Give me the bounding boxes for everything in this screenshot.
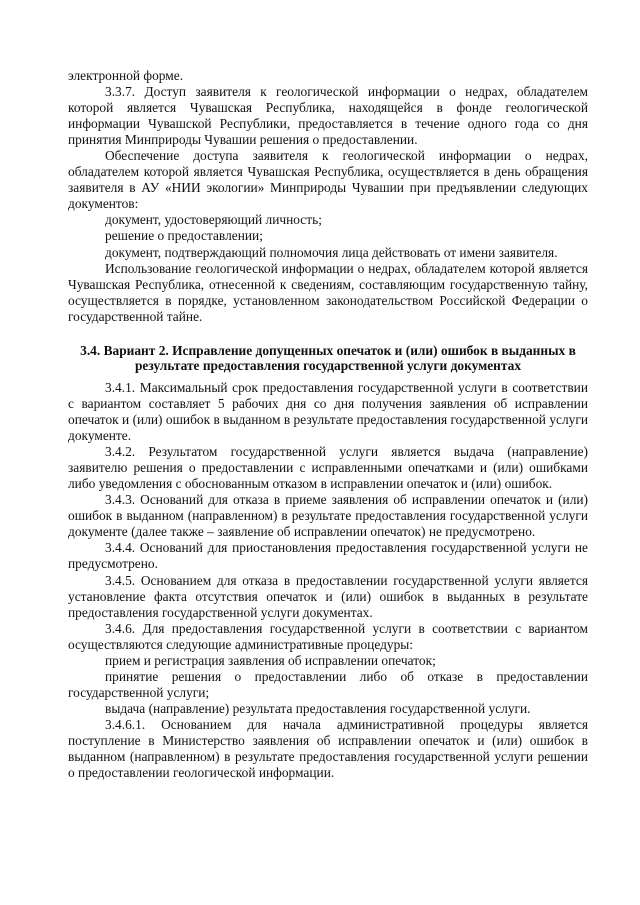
list-item: решение о предоставлении; bbox=[105, 228, 263, 244]
paragraph: 3.4.3. Оснований для отказа в приеме заявления об исправлении опечаток и (или) ошибок в выданном (направленном) в результате предоставления государственной услуги документе (далее также – заявление об исправлении опечаток) не предусмотрено. bbox=[68, 492, 588, 540]
paragraph: 3.4.2. Результатом государственной услуги является выдача (направление) заявителю решения о предоставлении с исправленными опечатками и (или) ошибками либо уведомления с обоснованным отказом в исправлении опечаток и (или) ошибок. bbox=[68, 444, 588, 492]
list-item: принятие решения о предоставлении либо об отказе в предоставлении государственной услуги; bbox=[68, 668, 588, 700]
paragraph: 3.3.7. Доступ заявителя к геологической информации о недрах, обладателем которой является Чувашская Республика, находящейся в фонде геологической информации Чувашской Республики, предоставляется в течение одного года со дня принятия Минприроды Чувашии решения о предоставлении. bbox=[68, 84, 588, 148]
list-item: документ, подтверждающий полномочия лица действовать от имени заявителя. bbox=[105, 244, 558, 260]
paragraph: 3.4.6. Для предоставления государственной услуги в соответствии с вариантом осуществляются следующие административные процедуры: bbox=[68, 620, 588, 652]
paragraph: Использование геологической информации о недрах, обладателем которой является Чувашская Республика, отнесенной к сведениям, составляющим государственную тайну, осуществляется в порядке, установленном законодательством Российской Федерации о государственной тайне. bbox=[68, 260, 588, 324]
document-body bbox=[68, 68, 588, 781]
paragraph: 3.4.1. Максимальный срок предоставления государственной услуги в соответствии с вариантом составляет 5 рабочих дня со дня получения заявления об исправлении опечаток и (или) ошибок в выданном в результате предоставления государственной услуги документе. bbox=[68, 379, 588, 444]
list-item: прием и регистрация заявления об исправлении опечаток; bbox=[105, 652, 436, 668]
paragraph: электронной форме. bbox=[68, 68, 184, 83]
section-heading: 3.4. Вариант 2. Исправление допущенных опечаток и (или) ошибок в выданных в результате предоставления государственной услуги документах bbox=[80, 342, 576, 374]
paragraph: 3.4.4. Оснований для приостановления предоставления государственной услуги не предусмотрено. bbox=[68, 540, 588, 572]
paragraph: 3.4.6.1. Основанием для начала административной процедуры является поступление в Министерство заявления об исправлении опечаток и (или) ошибок в выданном (направленном) в результате предоставления государственной услуги решении о предоставлении геологической информации. bbox=[68, 716, 588, 781]
list-item: документ, удостоверяющий личность; bbox=[105, 212, 322, 228]
section-spacer bbox=[68, 325, 588, 343]
paragraph: Обеспечение доступа заявителя к геологической информации о недрах, обладателем которой является Чувашская Республика, осуществляется в день обращения заявителя в АУ «НИИ экологии» Минприроды Чувашии при предъявлении следующих документов: bbox=[68, 148, 588, 212]
list-item: выдача (направление) результата предоставления государственной услуги. bbox=[105, 700, 531, 716]
paragraph: 3.4.5. Основанием для отказа в предоставлении государственной услуги является установление факта отсутствия опечаток и (или) ошибок в выданных в результате предоставления государственной услуги документах. bbox=[68, 572, 588, 620]
